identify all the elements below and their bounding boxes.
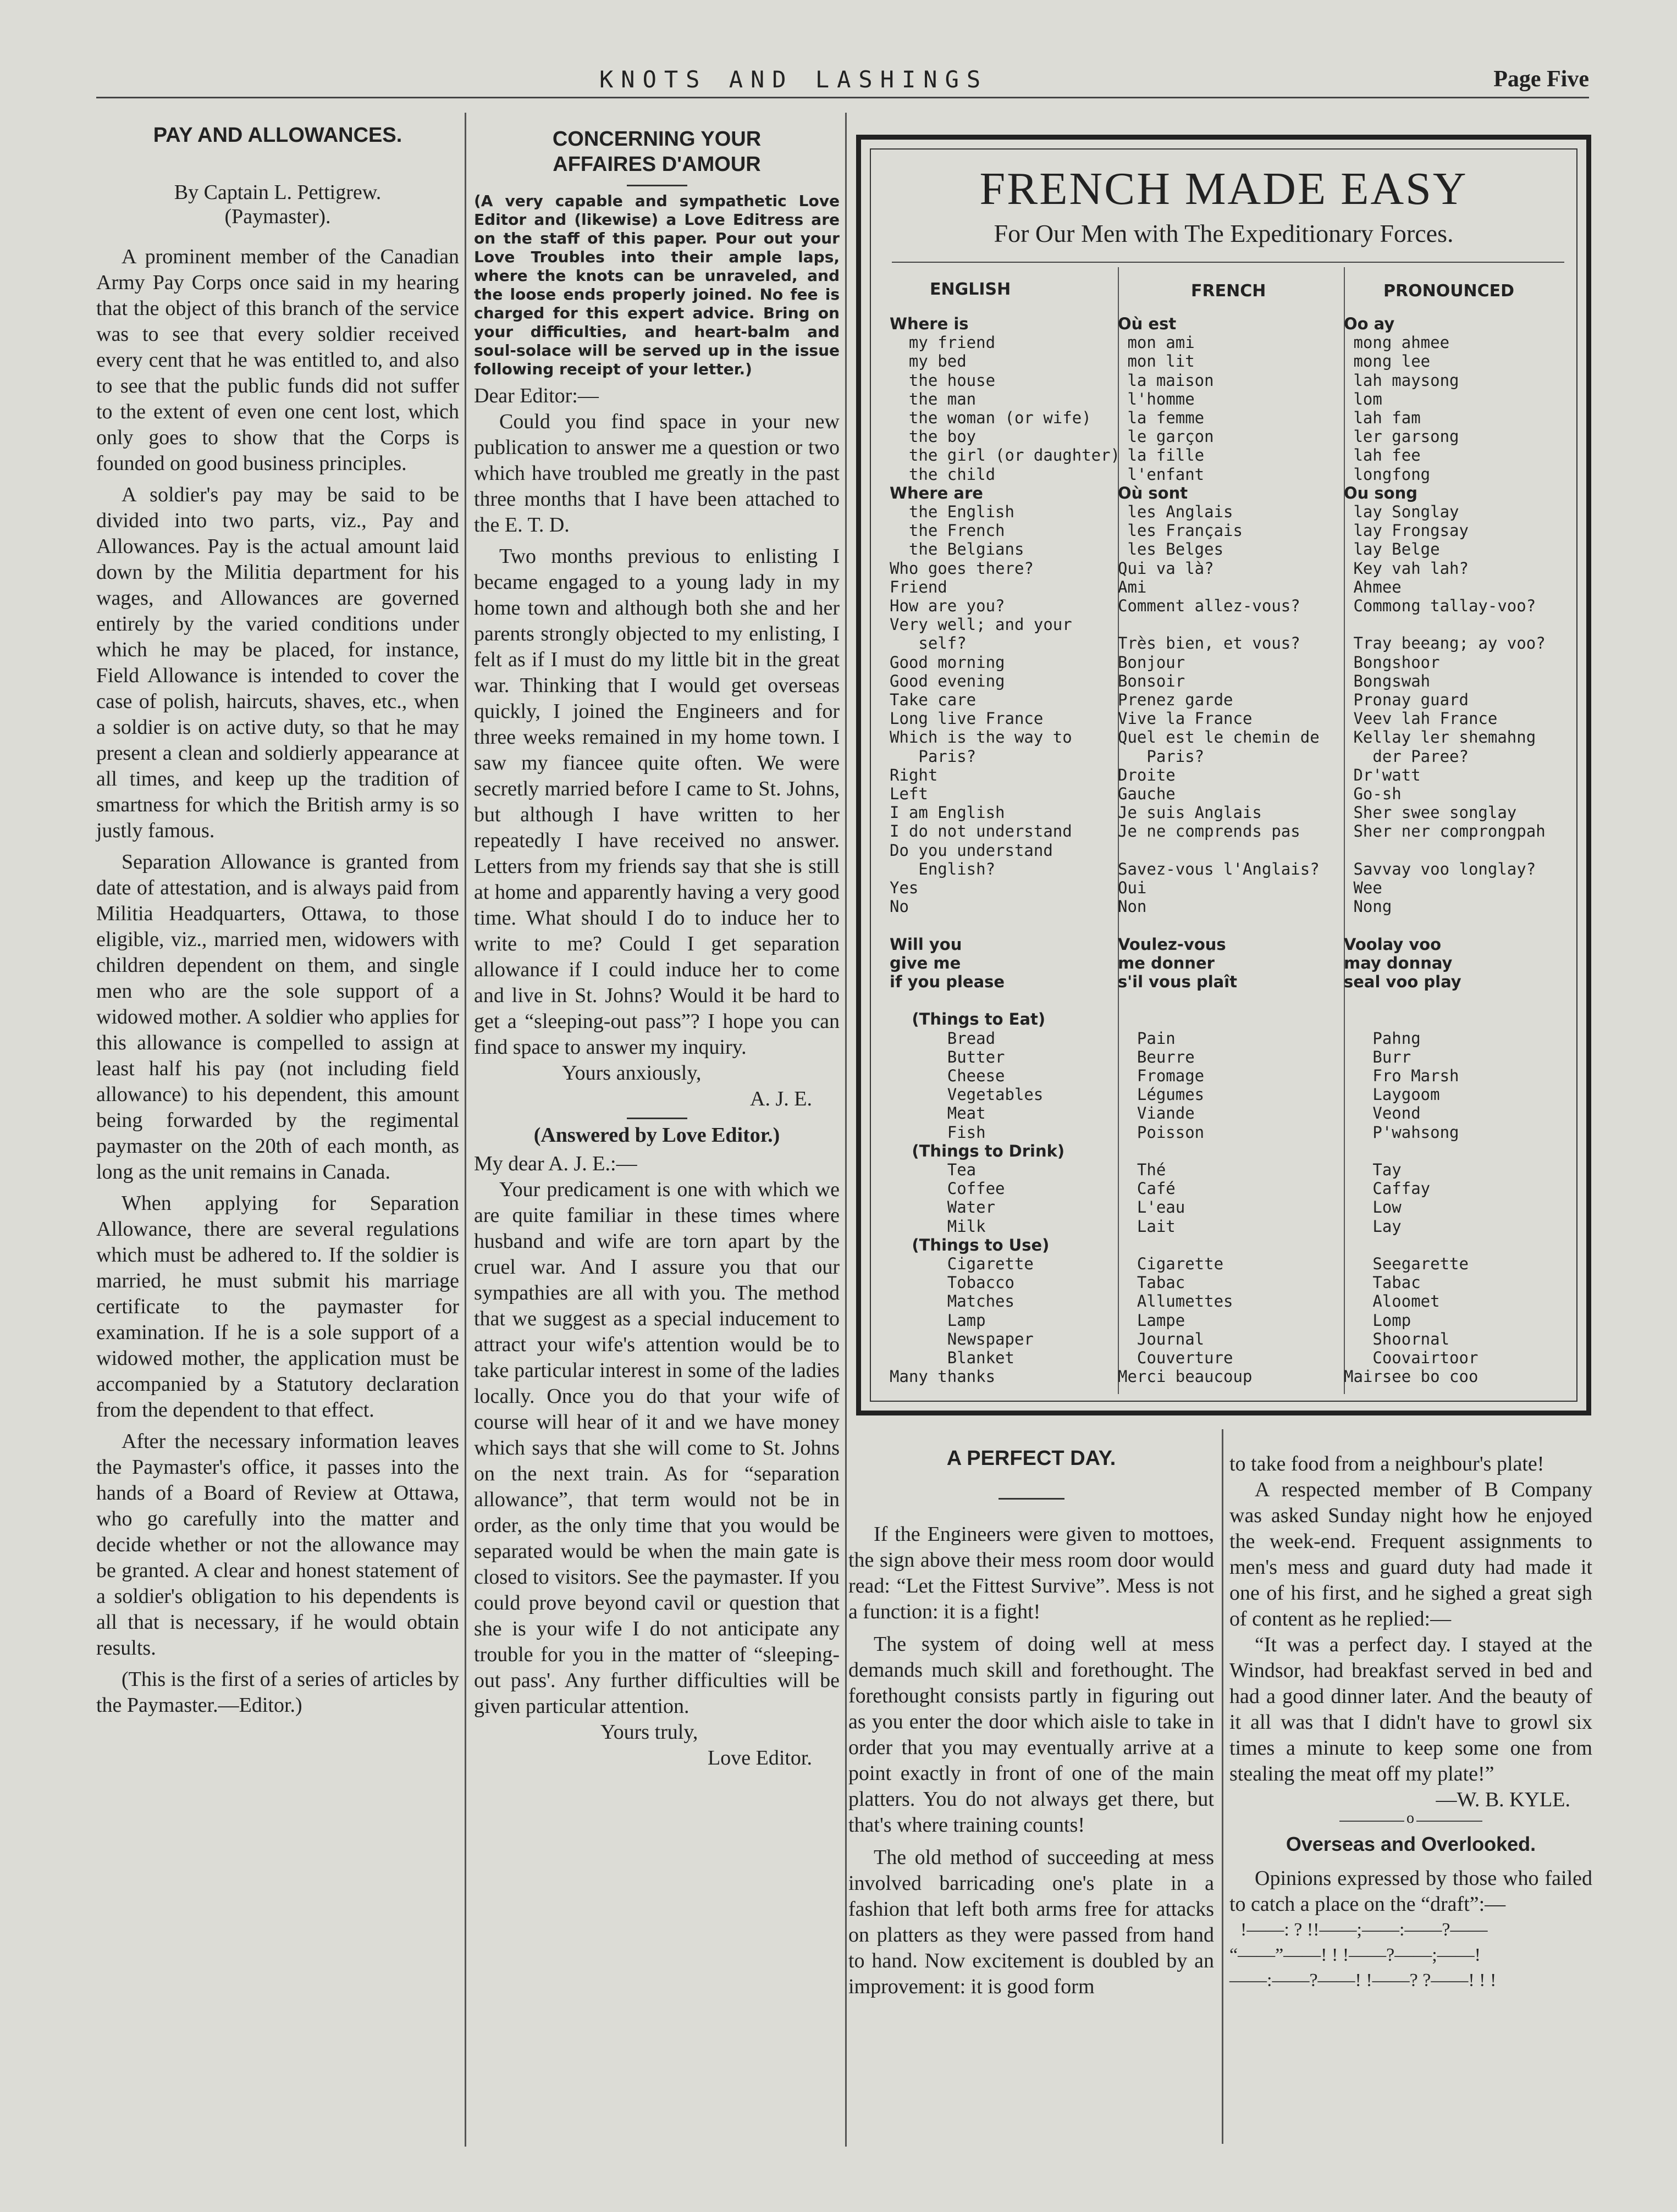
phrase-row — [890, 653, 1571, 672]
pay-paragraph: (This is the first of a series of articles by the Paymaster.—Editor.) — [96, 1668, 459, 1717]
pronunciation: mong ahmee — [1344, 333, 1450, 352]
english-phrase: Friend — [890, 577, 947, 596]
french-header-french: FRENCH — [1191, 281, 1266, 301]
overseas-punctuation-line: !——: ? !!——;——:——?—— — [1240, 1920, 1488, 1940]
pronunciation: Aloomet — [1344, 1292, 1440, 1311]
phrase-row — [890, 1160, 1571, 1179]
phrase-row — [890, 446, 1571, 464]
english-phrase: Newspaper — [890, 1329, 1034, 1348]
english-phrase: Good evening — [890, 671, 1005, 690]
english-phrase: give me — [890, 953, 961, 972]
french-phrase: Non — [1118, 897, 1147, 916]
answer-rule — [627, 1118, 687, 1119]
pronunciation: Oo ay — [1344, 314, 1395, 333]
love-title-line1: CONCERNING YOUR — [552, 128, 762, 151]
english-phrase: Vegetables — [890, 1085, 1044, 1104]
french-title: FRENCH MADE EASY — [979, 163, 1468, 214]
english-phrase: Which is the way to — [890, 728, 1072, 747]
pronunciation: der Paree? — [1344, 746, 1469, 766]
french-header-english: ENGLISH — [930, 280, 1011, 299]
french-phrase: Où est — [1118, 314, 1177, 333]
phrase-row — [890, 484, 1571, 502]
phrase-row — [890, 897, 1571, 916]
english-phrase: Right — [890, 765, 938, 784]
pronunciation: Voolay voo — [1344, 934, 1442, 954]
pronunciation: Burr — [1344, 1047, 1411, 1066]
perfect-day-paragraph: The old method of succeeding at mess involved barricading one's plate in a fashion that left both arms free for attacks on platters as they were passed from hand to hand. Now excitement is doubled by an improvement: it is good form — [848, 1846, 1214, 1998]
english-phrase: Where is — [890, 314, 969, 333]
phrase-row — [890, 1330, 1571, 1348]
phrase-row — [890, 408, 1571, 427]
english-phrase: Good morning — [890, 652, 1005, 672]
newspaper-title: KNOTS AND LASHINGS — [599, 66, 989, 93]
pronunciation: Savvay voo longlay? — [1344, 859, 1536, 878]
english-phrase: (Things to Use) — [890, 1235, 1050, 1254]
pronunciation: Pahng — [1344, 1028, 1421, 1048]
phrase-row — [890, 634, 1571, 652]
pay-paragraph: A prominent member of the Canadian Army Pay Corps once said in my hearing that the object of this branch of the service was to see that every soldier received every cent that he was entitled to, and also to see that the public funds did not suffer to the extent of even one cent lost, which only goes to show that the Corps is founded on good business principles. — [96, 245, 459, 475]
pronunciation: lay Frongsay — [1344, 521, 1469, 540]
pronunciation: Wee — [1344, 878, 1382, 897]
english-phrase: Long live France — [890, 709, 1044, 728]
overseas-punctuation-line: ——:——?——! !——? ?——! ! ! — [1229, 1970, 1497, 1990]
french-phrase: Très bien, et vous? — [1118, 634, 1300, 653]
french-phrase: Merci beaucoup — [1118, 1367, 1253, 1386]
french-phrase: Viande — [1118, 1104, 1195, 1123]
french-phrase: les Belges — [1118, 540, 1224, 559]
french-phrase: Thé — [1118, 1160, 1166, 1179]
overseas-intro: Opinions expressed by those who failed to catch a place on the “draft”:— — [1229, 1867, 1592, 1916]
love-letter-paragraph: Two months previous to enlisting I became engaged to a young lady in my home town and although both she and her parents strongly objected to my enlisting, I felt as if I must do my little bit in the great war. Thinking that I would get overseas quickly, I joined the Engineers and for three weeks remained in my home town. I saw my fiancee quite often. We were secretly married before I came to St. Johns, but although I have written to her repeatedly I have received no answer. Letters from my friends say that she is still at home and apparently having a very good time. What should I do to induce her to write to me? Could I get separation allowance if I could induce her to come and live in St. Johns? Would it be hard to get a “sleeping-out pass”? I hope you can find space to answer my inquiry. — [474, 545, 840, 1059]
title-rule — [627, 185, 687, 186]
love-salutation-2: My dear A. J. E.:— — [474, 1152, 637, 1175]
english-phrase: Paris? — [890, 746, 977, 766]
english-phrase: Left — [890, 784, 928, 803]
french-header-pronounced: PRONOUNCED — [1383, 281, 1515, 301]
english-phrase: Cheese — [890, 1066, 1005, 1085]
pronunciation: Ahmee — [1344, 577, 1402, 596]
phrase-row — [890, 803, 1571, 822]
english-phrase: the girl (or daughter) — [890, 446, 1121, 465]
pronunciation: Bongshoor — [1344, 652, 1440, 672]
english-phrase: Many thanks — [890, 1367, 996, 1386]
english-phrase: my friend — [890, 333, 996, 352]
phrase-row — [890, 314, 1571, 333]
pronunciation: Shoornal — [1344, 1329, 1450, 1348]
pronunciation: Caffay — [1344, 1179, 1431, 1198]
pronunciation: may donnay — [1344, 953, 1453, 972]
french-subtitle: For Our Men with The Expeditionary Forces. — [994, 219, 1454, 247]
french-phrase: me donner — [1118, 953, 1215, 972]
pronunciation: Nong — [1344, 897, 1392, 916]
pay-byline-role: (Paymaster). — [224, 205, 331, 228]
phrase-row — [890, 371, 1571, 390]
english-phrase: self? — [890, 634, 967, 653]
love-title-line2: AFFAIRES D'AMOUR — [553, 153, 761, 176]
pronunciation: Lay — [1344, 1216, 1402, 1236]
english-phrase: the French — [890, 521, 1005, 540]
pronunciation: Coovairtoor — [1344, 1348, 1479, 1367]
phrase-row — [890, 690, 1571, 709]
french-phrase: Quel est le chemin de — [1118, 728, 1320, 747]
column-divider-1 — [465, 113, 466, 2147]
french-phrase: Bonsoir — [1118, 671, 1185, 690]
english-phrase: the house — [890, 370, 996, 390]
pronunciation: Fro Marsh — [1344, 1066, 1459, 1085]
separator-ornament — [1339, 1810, 1482, 1829]
french-phrase-table — [890, 314, 1571, 1386]
perfect-title-rule — [999, 1498, 1064, 1500]
english-phrase: I am English — [890, 803, 1005, 822]
french-phrase: Ami — [1118, 577, 1147, 596]
phrase-row — [890, 578, 1571, 596]
french-phrase: Lampe — [1118, 1310, 1185, 1330]
perfect-day-author: —W. B. KYLE. — [1436, 1788, 1570, 1811]
pronunciation: Tay — [1344, 1160, 1402, 1179]
pronunciation: Veond — [1344, 1104, 1421, 1123]
english-phrase: the boy — [890, 427, 977, 446]
pronunciation: Commong tallay-voo? — [1344, 596, 1536, 615]
pronunciation: Low — [1344, 1198, 1402, 1217]
english-phrase: Bread — [890, 1028, 996, 1048]
phrase-row — [890, 935, 1571, 954]
pay-paragraph: When applying for Separation Allowance, there are several regulations which must be adhered to. If the soldier is married, he must submit his marriage certificate to the paymaster for examination. If he is a sole support of a widowed mother, the application must be accompanied by a Statutory declaration from the dependent to that effect. — [96, 1192, 459, 1422]
french-phrase: Journal — [1118, 1329, 1205, 1348]
phrase-row — [890, 747, 1571, 766]
phrase-row — [890, 521, 1571, 540]
english-phrase: Tobacco — [890, 1273, 1014, 1292]
pronunciation: Tabac — [1344, 1273, 1421, 1292]
phrase-row — [890, 1311, 1571, 1330]
english-phrase: the man — [890, 389, 977, 408]
french-phrase: Fromage — [1118, 1066, 1205, 1085]
french-phrase: Savez-vous l'Anglais? — [1118, 859, 1320, 878]
french-phrase: Lait — [1118, 1216, 1176, 1236]
english-phrase: Coffee — [890, 1179, 1005, 1198]
pronunciation: Go-sh — [1344, 784, 1402, 803]
pronunciation: longfong — [1344, 464, 1431, 484]
english-phrase: Water — [890, 1198, 996, 1217]
love-closing: Yours anxiously, — [562, 1061, 702, 1085]
english-phrase: Matches — [890, 1292, 1014, 1311]
pronunciation: Seegarette — [1344, 1254, 1469, 1273]
french-phrase: Qui va là? — [1118, 558, 1214, 578]
french-phrase: Je suis Anglais — [1118, 803, 1262, 822]
phrase-row — [890, 728, 1571, 746]
english-phrase: How are you? — [890, 596, 1005, 615]
french-phrase: mon lit — [1118, 352, 1195, 371]
french-phrase: Bonjour — [1118, 652, 1185, 672]
phrase-row — [890, 427, 1571, 446]
pronunciation: P'wahsong — [1344, 1122, 1459, 1142]
phrase-row — [890, 1198, 1571, 1216]
french-phrase: les Anglais — [1118, 502, 1233, 521]
phrase-row — [890, 1367, 1571, 1386]
french-phrase: mon ami — [1118, 333, 1195, 352]
phrase-row — [890, 954, 1571, 972]
english-phrase: Where are — [890, 483, 983, 502]
english-phrase: Cigarette — [890, 1254, 1034, 1273]
phrase-row — [890, 1123, 1571, 1142]
pronunciation: seal voo play — [1344, 972, 1461, 991]
english-phrase: No — [890, 897, 909, 916]
phrase-row — [890, 1010, 1571, 1028]
english-phrase: Who goes there? — [890, 558, 1034, 578]
phrase-row — [890, 1273, 1571, 1292]
phrase-row — [890, 1142, 1571, 1160]
french-phrase: Tabac — [1118, 1273, 1185, 1292]
french-box — [856, 135, 1591, 1415]
phrase-row — [890, 1217, 1571, 1236]
pronunciation: Sher ner comprongpah — [1344, 822, 1546, 841]
french-phrase: L'eau — [1118, 1198, 1185, 1217]
english-phrase: if you please — [890, 972, 1005, 991]
phrase-row — [890, 465, 1571, 484]
french-phrase: Où sont — [1118, 483, 1188, 502]
pronunciation: Veev lah France — [1344, 709, 1498, 728]
english-phrase: Blanket — [890, 1348, 1014, 1367]
english-phrase: my bed — [890, 352, 967, 371]
phrase-row — [890, 1348, 1571, 1367]
column-divider-3 — [1222, 1429, 1223, 2144]
french-phrase: la maison — [1118, 370, 1214, 390]
pay-paragraph: A soldier's pay may be said to be divided into two parts, viz., Pay and Allowances. Pay is the actual amount laid down by the Militia department for his wages, and Allowances are governed entirely by the varied conditions under which he may be placed, for instance, Field Allowance is intended to cover the case of polish, haircuts, shaves, etc., when a soldier is on active duty, so that he may present a clean and soldierly appearance at all times, and keep up the tradition of smartness for which the British army is so justly famous. — [96, 483, 459, 842]
french-phrase: Café — [1118, 1179, 1176, 1198]
phrase-row — [890, 1179, 1571, 1198]
pay-byline: By Captain L. Pettigrew. — [174, 181, 382, 204]
french-phrase: Pain — [1118, 1028, 1176, 1048]
phrase-row — [890, 1104, 1571, 1122]
phrase-row — [890, 540, 1571, 558]
pronunciation: lah fee — [1344, 446, 1421, 465]
french-phrase: Beurre — [1118, 1047, 1195, 1066]
pronunciation: lah maysong — [1344, 370, 1459, 390]
phrase-row — [890, 559, 1571, 578]
french-phrase: le garçon — [1118, 427, 1214, 446]
english-phrase: Fish — [890, 1122, 986, 1142]
pay-article — [96, 124, 459, 1718]
phrase-row — [890, 916, 1571, 934]
header-rule — [96, 97, 1589, 98]
french-phrase: les Français — [1118, 521, 1243, 540]
phrase-row — [890, 615, 1571, 634]
english-phrase: I do not understand — [890, 822, 1072, 841]
pronunciation: lay Songlay — [1344, 502, 1459, 521]
perfect-day-title: A PERFECT DAY. — [946, 1447, 1116, 1470]
pay-title: PAY AND ALLOWANCES. — [153, 124, 402, 147]
french-phrase: s'il vous plaît — [1118, 972, 1238, 991]
english-phrase: Meat — [890, 1104, 986, 1123]
column-divider-2 — [845, 113, 847, 2147]
french-phrase: Comment allez-vous? — [1118, 596, 1300, 615]
perfect-day-paragraph: The system of doing well at mess demands much skill and forethought. The forethought consists partly in figuring out as you enter the door which aisle to take in order that you may eventually arrive at a point exactly in front of one of the main platters. You do not always get there, but that's where training counts! — [848, 1633, 1214, 1837]
perfect-day-col2 — [1229, 1451, 1592, 1993]
pronunciation: Sher swee songlay — [1344, 803, 1517, 822]
phrase-row — [890, 1254, 1571, 1273]
page-number: Page Five — [1493, 67, 1589, 92]
english-phrase: Do you understand — [890, 840, 1053, 860]
pronunciation: Bongswah — [1344, 671, 1431, 690]
phrase-row — [890, 1048, 1571, 1066]
french-phrase: Vive la France — [1118, 709, 1253, 728]
french-subtitle-rule — [892, 262, 1564, 263]
french-phrase: Légumes — [1118, 1085, 1205, 1104]
english-phrase: the Belgians — [890, 540, 1024, 559]
pronunciation: Lomp — [1344, 1310, 1411, 1330]
french-phrase: l'enfant — [1118, 464, 1205, 484]
phrase-row — [890, 972, 1571, 991]
french-phrase: Poisson — [1118, 1122, 1205, 1142]
english-phrase: Will you — [890, 934, 962, 954]
pronunciation: lay Belge — [1344, 540, 1440, 559]
phrase-row — [890, 596, 1571, 615]
english-phrase: Tea — [890, 1160, 977, 1179]
phrase-row — [890, 766, 1571, 784]
phrase-row — [890, 709, 1571, 728]
phrase-row — [890, 1085, 1571, 1104]
english-phrase: (Things to Drink) — [890, 1141, 1065, 1160]
overseas-punctuation-line: “——”——! ! !——?——;——! — [1229, 1945, 1481, 1965]
french-phrase: Allumettes — [1118, 1292, 1233, 1311]
phrase-row — [890, 390, 1571, 408]
english-phrase: (Things to Eat) — [890, 1010, 1046, 1029]
pronunciation: Dr'watt — [1344, 765, 1421, 784]
phrase-row — [890, 672, 1571, 690]
english-phrase: Butter — [890, 1047, 1005, 1066]
love-letter-paragraph: Could you find space in your new publication to answer me a question or two which have troubled me greatly in the past three months that I have been attached to the E. T. D. — [474, 410, 840, 537]
pronunciation: lah fam — [1344, 408, 1421, 427]
pronunciation: lom — [1344, 389, 1382, 408]
french-phrase: Cigarette — [1118, 1254, 1224, 1273]
phrase-row — [890, 333, 1571, 352]
pronunciation: mong lee — [1344, 352, 1431, 371]
pay-paragraph: Separation Allowance is granted from date of attestation, and is always paid from Militia Headquarters, Ottawa, to those eligible, viz., married men, widowers with children dependent on them, and single men who are the sole support of a widowed mother. A soldier who applies for this allowance is compelled to assign at least half his pay (not including field allowance) to his dependent, this amount being forwarded by the regimental paymaster on the 20th of each month, as long as the unit remains in Canada. — [96, 850, 459, 1184]
page-header — [93, 66, 1589, 104]
love-article — [474, 126, 840, 1771]
phrase-row — [890, 1236, 1571, 1254]
french-phrase: Prenez garde — [1118, 690, 1233, 709]
pronunciation: ler garsong — [1344, 427, 1459, 446]
english-phrase: Yes — [890, 878, 919, 897]
love-closing-2: Yours truly, — [600, 1721, 698, 1744]
phrase-row — [890, 1029, 1571, 1048]
french-phrase: Voulez-vous — [1118, 934, 1226, 954]
pronunciation: Kellay ler shemahng — [1344, 728, 1536, 747]
french-phrase: Couverture — [1118, 1348, 1233, 1367]
french-phrase: Paris? — [1118, 746, 1205, 766]
separator-ornament-o: o — [1404, 1810, 1416, 1827]
pronunciation: Tray beeang; ay voo? — [1344, 634, 1546, 653]
french-phrase: Je ne comprends pas — [1118, 822, 1300, 841]
phrase-row — [890, 878, 1571, 897]
french-phrase: Oui — [1118, 878, 1147, 897]
phrase-row — [890, 822, 1571, 840]
phrase-row — [890, 784, 1571, 803]
english-phrase: Lamp — [890, 1310, 986, 1330]
english-phrase: Very well; and your — [890, 615, 1072, 634]
love-intro: (A very capable and sympathetic Love Editor and (likewise) a Love Editress are on the staff of this paper. Pour out your Love Troubles into their ample laps, where the knots can be unraveled, and the loose ends properly joined. No fee is charged for this expert advice. Bring on your difficulties, and heart-balm and soul-solace will be served up in the issue following receipt of your letter.) — [474, 192, 840, 378]
perfect-day-paragraph: “It was a perfect day. I stayed at the Windsor, had breakfast served in bed and had a good dinner later. And the beauty of it all was that I didn't have to growl six times a minute to keep some one from stealing the meat off my plate!” — [1229, 1633, 1592, 1785]
french-phrase: Gauche — [1118, 784, 1176, 803]
love-signature-2: Love Editor. — [708, 1746, 812, 1769]
pronunciation: Pronay guard — [1344, 690, 1469, 709]
english-phrase: the child — [890, 464, 996, 484]
love-signature: A. J. E. — [750, 1087, 812, 1110]
perfect-day-paragraph: If the Engineers were given to mottoes, the sign above their mess room door would read: “Let the Fittest Survive”. Mess is not a function: it is a fight! — [848, 1523, 1214, 1623]
perfect-day-paragraph: A respected member of B Company was asked Sunday night how he enjoyed the week-end. Frequent assignments to men's mess and guard duty had made it one of his first, and he sighed a great sigh of content as he replied:— — [1229, 1478, 1592, 1630]
english-phrase: the English — [890, 502, 1014, 521]
phrase-row — [890, 352, 1571, 370]
phrase-row — [890, 1292, 1571, 1310]
perfect-day-col1 — [848, 1447, 1214, 2000]
english-phrase: English? — [890, 859, 996, 878]
pay-paragraph: After the necessary information leaves the Paymaster's office, it passes into the hands of a Board of Review at Ottawa, who go carefully into the matter and decide whether or not the allowance may be granted. A clear and honest statement of a soldier's obligation to his dependents is all that is necessary, if he would obtain results. — [96, 1430, 459, 1660]
english-phrase: the woman (or wife) — [890, 408, 1091, 427]
english-phrase: Take care — [890, 690, 977, 709]
love-answer: Your predicament is one with which we are quite familiar in these times where husband and wife are torn apart by the cruel war. And I assure you that our sympathies are all with you. The method that we suggest as a special inducement to attract your wife's attention would be to take particular interest in some of the ladies locally. Once you do that your wife of course will hear of it and we have money which says that she will come to St. Johns on the next train. As for “separation allowance”, that term would not be in order, as the only time that you would be separated would be when the main gate is closed to visitors. See the paymaster. If you could prove beyond cavil or question that she is your wife I do not anticipate any trouble for you in the matter of “sleeping-out pass'. Any further difficulties will be given particular attention. — [474, 1178, 840, 1718]
phrase-row — [890, 860, 1571, 878]
phrase-row — [890, 841, 1571, 860]
phrase-row — [890, 1066, 1571, 1085]
french-phrase: la fille — [1118, 446, 1205, 465]
pronunciation: Ou song — [1344, 483, 1417, 502]
phrase-row — [890, 991, 1571, 1010]
pronunciation: Laygoom — [1344, 1085, 1440, 1104]
pronunciation: Key vah lah? — [1344, 558, 1469, 578]
love-salutation: Dear Editor:— — [474, 384, 599, 407]
english-phrase: Milk — [890, 1216, 986, 1236]
overseas-title: Overseas and Overlooked. — [1286, 1833, 1536, 1855]
perfect-day-paragraph: to take food from a neighbour's plate! — [1229, 1452, 1544, 1475]
pronunciation: Mairsee bo coo — [1344, 1367, 1479, 1386]
french-phrase: l'homme — [1118, 389, 1195, 408]
love-answered-heading: (Answered by Love Editor.) — [533, 1124, 780, 1147]
french-phrase: Droite — [1118, 765, 1176, 784]
phrase-row — [890, 502, 1571, 521]
french-phrase: la femme — [1118, 408, 1205, 427]
